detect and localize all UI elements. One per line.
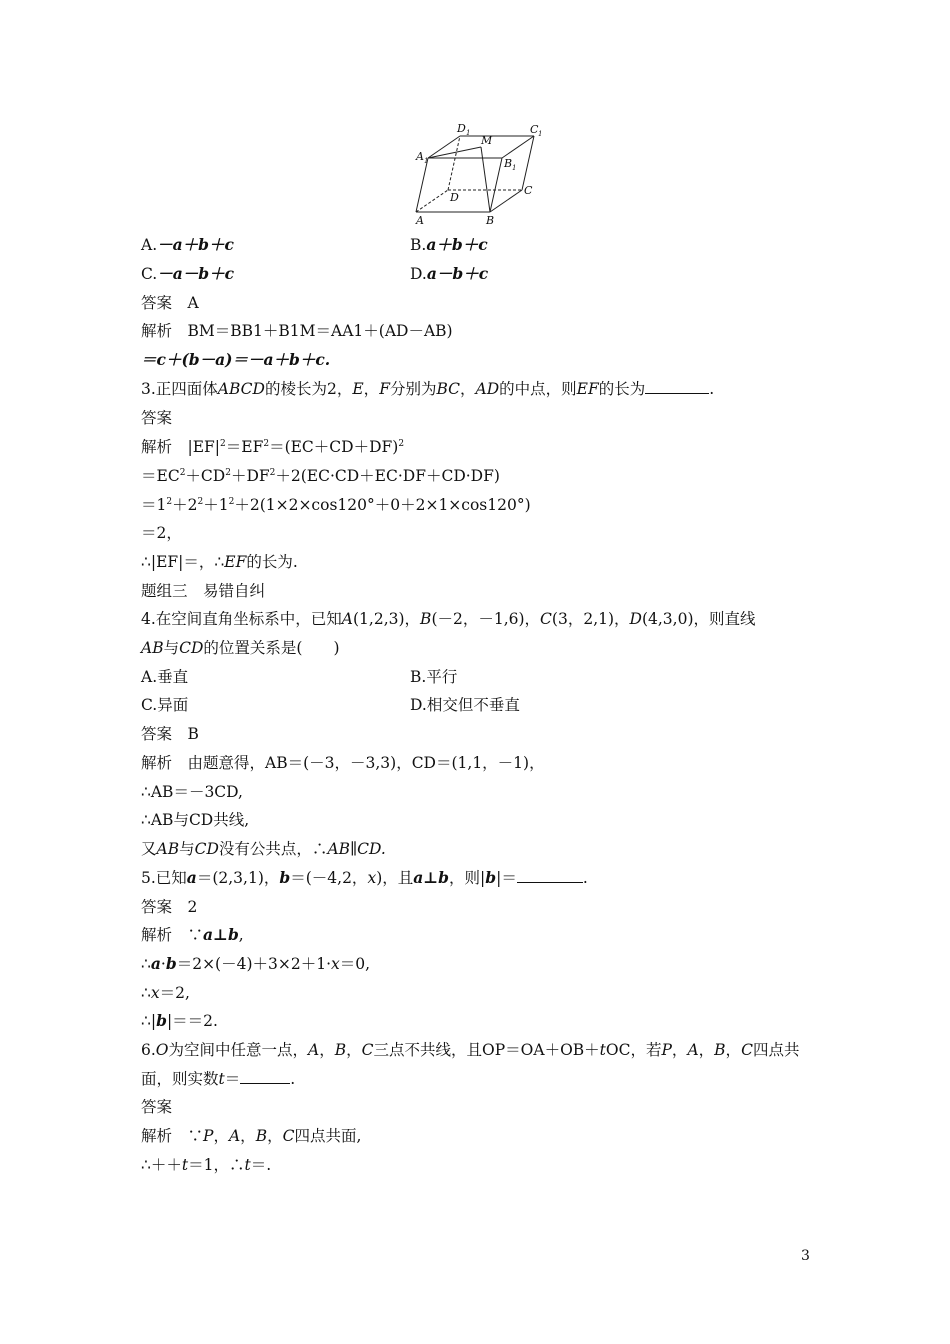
text: )，且: [376, 869, 414, 887]
text: a: [186, 868, 197, 887]
answer-blank: [517, 868, 583, 883]
text: ＝(－4,2，: [290, 869, 368, 887]
label-d: D: [450, 191, 459, 204]
q4-analysis-3: ∴AB与CD共线,: [141, 811, 250, 829]
text: a⊥b: [413, 868, 450, 887]
text: (1,2,3)，: [353, 610, 421, 628]
text: b: [165, 954, 177, 973]
text: AB: [156, 840, 180, 858]
q3-stem: [141, 379, 714, 399]
text: ，: [267, 1127, 283, 1145]
text: ∴|EF|＝，∴: [141, 553, 225, 571]
text: ＋2(1×2×cos120°＋0＋2×1×cos120°): [234, 496, 531, 514]
text: t: [181, 1156, 189, 1174]
text: ＋CD: [185, 467, 226, 485]
label-d1: D: [457, 122, 466, 135]
text: B: [255, 1127, 268, 1145]
text: ，则|: [449, 869, 486, 887]
text: ∴: [141, 984, 151, 1002]
text: ＋DF: [230, 467, 270, 485]
text: A: [341, 610, 353, 628]
answer-blank: [645, 379, 709, 394]
q4-option-b: [410, 667, 457, 687]
q4-analysis-1: 解析 由题意得，AB＝(－3，－3,3)，CD＝(1,1，－1)，: [141, 754, 545, 772]
option-letter: A.: [141, 668, 158, 686]
q2-answer: 答案 A: [141, 294, 199, 312]
text: x: [367, 869, 377, 887]
text: 的位置关系是( ): [203, 639, 340, 657]
section-heading: 题组三 易错自纠: [141, 582, 266, 600]
text: A: [687, 1041, 699, 1059]
q6-stem-1: [141, 1040, 799, 1060]
label-a1: A: [416, 150, 424, 163]
text: ·: [160, 955, 166, 973]
text: ，: [319, 1041, 335, 1059]
q3-analysis-1: [141, 437, 404, 457]
sup: 2: [398, 439, 405, 449]
text: (－2，－1,6)，: [431, 610, 541, 628]
text: a: [150, 954, 161, 973]
edge-d-d1: [448, 136, 460, 190]
option-text: 垂直: [157, 668, 189, 686]
text: 的棱长为2，: [264, 380, 353, 398]
option-letter: A.: [141, 236, 158, 254]
q4-option-d: [410, 695, 520, 715]
text: ＝1，∴: [188, 1156, 245, 1174]
q2-option-a: [141, 235, 234, 255]
sup: 2: [228, 497, 235, 507]
label-c1-sub: 1: [538, 130, 543, 138]
sup: 2: [269, 468, 276, 478]
text: B: [420, 610, 432, 628]
q2-analysis-1: 解析 BM＝BB1＋B1M＝AA1＋(AD－AB): [141, 322, 453, 340]
text: 四点共: [752, 1041, 800, 1059]
edge-c1-b1: [502, 136, 534, 158]
text: (4,3,0)，则直线: [641, 610, 756, 628]
text: 解析 |EF|: [141, 438, 221, 456]
segment-b-m: [481, 147, 490, 212]
text: .: [290, 1070, 296, 1088]
text: .: [582, 869, 588, 887]
option-text: a－b＋c: [426, 264, 489, 283]
sup: 2: [166, 497, 173, 507]
text: b: [156, 1011, 167, 1030]
label-a: A: [416, 214, 424, 227]
text: 解析 ∵: [141, 1127, 204, 1145]
label-a1-sub: 1: [424, 157, 429, 165]
text: ＋2: [172, 496, 198, 514]
q3-analysis-2: [141, 466, 500, 486]
option-letter: D.: [410, 265, 427, 283]
q5-analysis-4: [141, 1011, 218, 1031]
text: ＝: [224, 1070, 241, 1088]
text: b: [279, 868, 291, 887]
q2-option-c: [141, 264, 234, 284]
text: C: [540, 610, 552, 628]
q6-stem-2: [141, 1069, 295, 1089]
text: ＝0,: [339, 955, 371, 973]
text: AD: [475, 380, 500, 398]
text: D: [629, 610, 642, 628]
label-b1-sub: 1: [512, 164, 517, 172]
text: 分别为: [389, 380, 437, 398]
text: ，: [460, 380, 476, 398]
text: A: [308, 1041, 320, 1059]
answer-blank: [240, 1069, 290, 1084]
q4-option-c: [141, 695, 188, 715]
option-letter: B.: [410, 236, 427, 254]
q6-analysis-2: [141, 1155, 271, 1175]
option-text: －a＋b＋c: [157, 235, 234, 254]
q6-analysis-1: [141, 1126, 361, 1146]
q5-analysis-3: [141, 983, 190, 1003]
text: ＝.: [250, 1156, 272, 1174]
text: C: [361, 1041, 374, 1059]
sup: 2: [179, 468, 186, 478]
edge-b-c: [490, 190, 522, 212]
text: 6.: [141, 1041, 156, 1059]
text: ，: [240, 1127, 256, 1145]
label-b: B: [486, 214, 495, 227]
edge-c-c1: [522, 136, 534, 190]
text: B: [334, 1041, 347, 1059]
text: a⊥b: [203, 925, 239, 944]
text: ，: [725, 1041, 742, 1059]
text: 面，则实数: [141, 1070, 219, 1088]
option-text: －a－b＋c: [157, 264, 235, 283]
text: ＝1: [141, 496, 167, 514]
option-text: 平行: [426, 668, 458, 686]
text: 没有公共点，∴: [218, 840, 328, 858]
text: ,: [238, 926, 244, 944]
text: ＝(EC＋CD＋DF): [269, 438, 399, 456]
text: AB∥CD.: [327, 840, 386, 858]
text: ＋1: [203, 496, 229, 514]
text: t: [599, 1041, 606, 1059]
text: .: [709, 380, 715, 398]
text: CD: [179, 639, 204, 657]
parallelepiped-figure: [404, 122, 554, 228]
option-letter: C.: [141, 696, 158, 714]
q2-option-b: [410, 235, 488, 255]
text: OC，若: [605, 1041, 662, 1059]
text: ＋2(EC·CD＋EC·DF＋CD·DF): [275, 467, 500, 485]
text: ＝2×(－4)＋3×2＋1·: [176, 955, 332, 973]
text: 四点共面,: [294, 1127, 362, 1145]
text: ，: [346, 1041, 362, 1059]
text: 4.在空间直角坐标系中，已知: [141, 610, 342, 628]
text: ABCD: [217, 380, 265, 398]
q2-analysis-2: ＝c＋(b－a)＝－a＋b＋c.: [141, 350, 331, 369]
text: BC: [436, 380, 461, 398]
sup: 2: [225, 468, 231, 478]
text: 的中点，则: [499, 380, 577, 398]
text: 的长为.: [246, 553, 298, 571]
text: O: [155, 1041, 169, 1059]
text: EF: [576, 380, 599, 398]
edge-a-d: [416, 190, 448, 212]
q3-analysis-4: ＝2，: [141, 524, 182, 542]
option-letter: B.: [410, 668, 427, 686]
text: 的长为: [598, 380, 646, 398]
text: ，: [213, 1127, 229, 1145]
q4-stem-1: [141, 609, 756, 629]
q5-analysis-1: [141, 925, 244, 945]
text: |＝: [496, 869, 517, 887]
text: C: [282, 1127, 295, 1145]
q5-stem: [141, 868, 588, 888]
text: x: [150, 984, 160, 1002]
text: P: [203, 1127, 214, 1145]
q5-answer: 答案 2: [141, 898, 198, 916]
text: ，: [671, 1041, 688, 1059]
label-m: M: [481, 134, 493, 147]
text: 与: [163, 639, 180, 657]
q5-analysis-2: [141, 954, 370, 974]
text: ，: [698, 1041, 715, 1059]
edge-a-a1: [416, 158, 428, 212]
label-c1: C: [530, 123, 539, 136]
text: x: [331, 955, 340, 973]
text: ，: [363, 380, 380, 398]
text: t: [218, 1070, 225, 1088]
q4-stem-2: [141, 638, 340, 658]
text: E: [352, 380, 364, 398]
text: (3，2,1)，: [551, 610, 630, 628]
text: ∴: [141, 955, 151, 973]
text: 5.已知: [141, 869, 187, 887]
text: F: [379, 380, 390, 398]
label-b1: B: [504, 157, 513, 170]
text: b: [485, 868, 497, 887]
text: ∴|: [141, 1012, 157, 1030]
text: AB: [141, 639, 164, 657]
sup: 2: [263, 439, 270, 449]
q4-analysis-2: ∴AB＝－3CD,: [141, 783, 243, 801]
text: ∴＋＋: [141, 1156, 182, 1174]
text: ＝(2,3,1)，: [196, 869, 280, 887]
option-text: 相交但不垂直: [426, 696, 520, 714]
text: 为空间中任意一点，: [168, 1041, 309, 1059]
q4-answer: 答案 B: [141, 725, 199, 743]
text: 又: [141, 840, 157, 858]
text: EF: [224, 553, 247, 571]
text: ＝2,: [159, 984, 190, 1002]
text: 三点不共线，且OP＝OA＋OB＋: [373, 1041, 600, 1059]
text: 3.正四面体: [141, 380, 218, 398]
option-text: a＋b＋c: [426, 235, 488, 254]
label-c: C: [524, 184, 533, 197]
text: P: [661, 1041, 672, 1059]
text: ＝EC: [141, 467, 180, 485]
option-letter: C.: [141, 265, 158, 283]
page-number: 3: [801, 1248, 810, 1264]
text: |＝＝2.: [166, 1012, 218, 1030]
text: CD: [194, 840, 219, 858]
text: B: [714, 1041, 726, 1059]
text: 与: [179, 840, 195, 858]
sup: 2: [197, 497, 204, 507]
q4-analysis-4: [141, 839, 386, 859]
label-d1-sub: 1: [466, 129, 471, 137]
edge-b-b1: [490, 158, 502, 212]
text: A: [228, 1127, 241, 1145]
sup: 2: [220, 439, 226, 449]
q3-analysis-3: [141, 495, 531, 515]
text: ＝EF: [225, 438, 264, 456]
text: 解析 ∵: [141, 926, 204, 944]
q4-option-a: [141, 667, 188, 687]
text: t: [244, 1156, 251, 1174]
text: C: [741, 1041, 753, 1059]
option-text: 异面: [157, 696, 189, 714]
q6-answer: 答案: [141, 1098, 173, 1116]
option-letter: D.: [410, 696, 427, 714]
q3-answer: 答案: [141, 409, 173, 427]
q2-option-d: [410, 264, 488, 284]
q3-analysis-5: [141, 552, 298, 572]
